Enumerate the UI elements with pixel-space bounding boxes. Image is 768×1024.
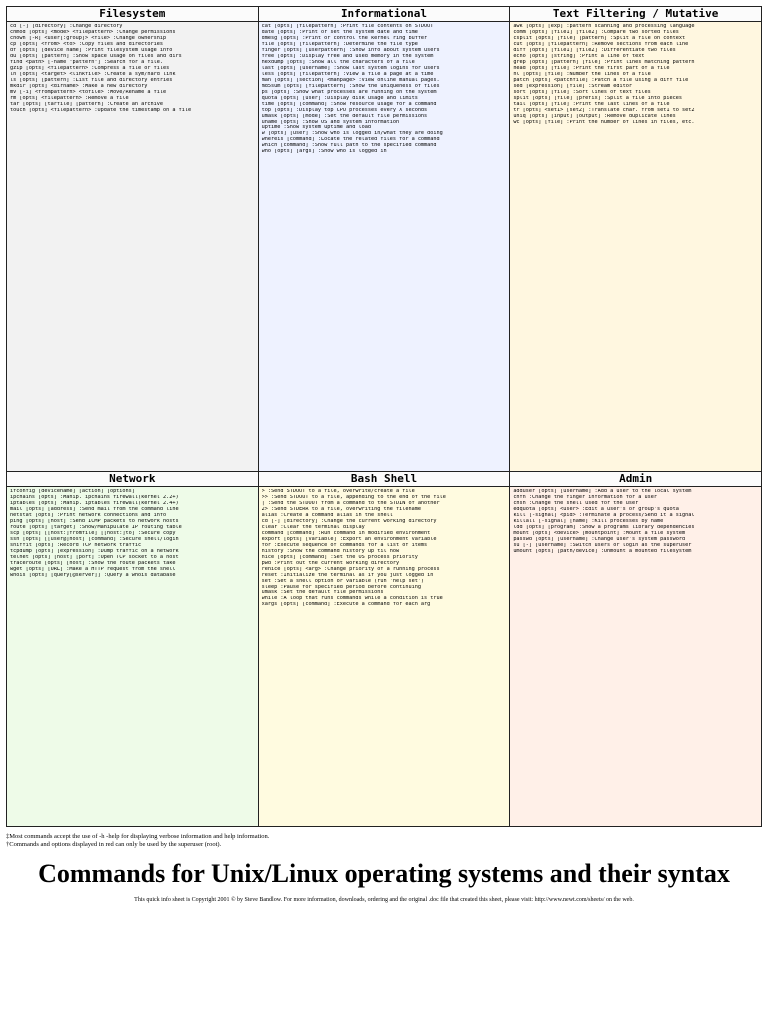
command-line: cd [-] [directory] :Change directory [10, 24, 123, 29]
command-line: mkdir [opts] <dirname> :Make a new directory [10, 83, 148, 89]
command-line: | :Send the STDOUT from a command to the STDIN of another [261, 500, 440, 506]
section-title: Network [7, 472, 258, 487]
command-line: time [opts] [command] :Show resource usage for a command [261, 101, 437, 107]
section-body [510, 22, 761, 471]
command-line: traceroute [opts] [host] :Show the route packets take [10, 560, 176, 566]
command-line: split [opts] [file] [prefix] :Split a file into pieces [513, 95, 682, 101]
command-line: mail [opts] [address] :Send mail from the command line [10, 506, 179, 512]
command-line: head [opts] [file] :Print the first part of a file [513, 65, 670, 71]
command-line: dmesg [opts] :Print or control the kernel ring buffer [261, 35, 428, 41]
command-line: ping [opts] [host] :Send ICMP packets to network hosts [10, 518, 179, 524]
command-line: touch [opts] <filepattern> :Update the timestamp on a file [10, 107, 192, 113]
command-line: edquota [opts] <user> :Edit a user's or group's quota [513, 506, 679, 512]
command-line: tail [opts] [file] :Print the last lines of a file [513, 101, 670, 107]
command-line: sleep :Pause for specified period before continuing [261, 584, 421, 590]
section-body [259, 487, 510, 826]
command-line: hexdump [opts] :Show all the characters of a file [261, 59, 415, 65]
command-line: iptables [opts] :Manip. iptables firewall(kernel 2.4+) [10, 500, 179, 506]
command-line: du [opts] [pattern] :Show space usage on files and dirs [10, 53, 182, 59]
command-line: rm [opts] <filepattern> :Remove a file [10, 95, 129, 101]
page-title: Commands for Unix/Linux operating systems and their syntax [38, 859, 730, 889]
command-line: awk [opts] [exp] :pattern scanning and processing language [513, 24, 695, 29]
command-line: file [opts] [filepattern] :Determine the file type [261, 41, 418, 47]
command-line: grep [opts] [pattern] [file] :Print lines matching pattern [513, 59, 695, 65]
section-body [7, 487, 258, 826]
command-line: tar [opts] [tarfile] [pattern] :Create an archive [10, 101, 164, 107]
command-line: less [opts] [filepattern] :View a file a page at a time [261, 71, 434, 77]
command-line: md5sum [opts] [filepattern] :Show the uniqueness of files [261, 83, 440, 89]
command-line: history :Show the command history up til now [261, 548, 400, 554]
bottom-row [7, 472, 762, 827]
command-line: > :Send STDOUT to a file, overwrite/create a file [261, 489, 415, 494]
section-title: Text Filtering / Mutative [510, 7, 761, 22]
command-line: kill [-signal] <pid> :Terminate a process/Send it a signal [513, 512, 695, 518]
command-line: killall [-signal] [name] :Kill processes by name [513, 518, 664, 524]
command-line: diff [opts] [file1] [file2] :Differentiate two files [513, 47, 676, 53]
command-line: uniq [opts] [input] [output] :Remove duplicate lines [513, 113, 676, 119]
command-line: command [command] :Run command in modified environment [261, 530, 431, 536]
command-line: passwd [opts] [username] :Change user's system password [513, 536, 686, 542]
command-line: adduser [opts] [username] :Add a user to the local system [513, 489, 692, 494]
command-line: reset :Initialize the terminal as if you just logged in [261, 572, 434, 578]
section-body [510, 487, 761, 826]
command-line: ps [opts] :Show what processes are running on the system [261, 89, 437, 95]
command-line: umask [opts] [mode] :Set the default file permissions [261, 113, 428, 119]
cheat-sheet [6, 6, 762, 1018]
command-line: mount [opts] <device> [mountpoint] :Mount a file system [513, 530, 686, 536]
command-line: export [opts] [variable] :Export an environment variable [261, 536, 437, 542]
command-line: which [command] :Show full path to the specified command [261, 143, 437, 149]
command-line: set :Set a shell option or variable (run 'help set') [261, 578, 425, 584]
command-line: xargs [opts] [command] :Execute a command for each arg [261, 602, 431, 608]
command-line: for :Execute sequence of commands for a list of items [261, 542, 428, 548]
command-line: free [opts] :Display free and used memory in the system [261, 53, 434, 59]
command-line: netstat [opts] :Print network connections and info [10, 512, 167, 518]
command-line: wc [opts] [file] :Print the number of lines in files, etc. [513, 119, 695, 125]
command-line: chfn :Change the finger information for a user [513, 494, 657, 500]
command-line: uname [opts] :Show OS and system information [261, 119, 400, 125]
section-title: Admin [510, 472, 761, 487]
command-line: umask :Set the default file permissions [261, 590, 384, 596]
command-line: mv [-i] <frompattern> <tofile> :Move/Rename a file [10, 89, 167, 95]
command-line: cp [opts] <from> <to> :Copy files and directories [10, 41, 164, 47]
command-line: uptime :Show system uptime and load [261, 125, 371, 131]
section-title: Informational [259, 7, 510, 22]
command-line: renice [opts] <arg> :Change priority of a running process [261, 566, 440, 572]
section-network [7, 472, 259, 827]
command-line: chsh :Change the shell used for the user [513, 500, 639, 506]
command-line: cd [-] [directory] :Change the current working directory [261, 518, 437, 524]
command-line: ipchains [opts] :Manip. ipchains firewall(kernel 2.2+) [10, 494, 179, 500]
section-body [259, 22, 510, 471]
command-line: 2> :Send STDERR to a file, overwriting the filename [261, 506, 421, 512]
command-line: >> :Send STDOUT to a file, appending to the end of the file [261, 494, 446, 500]
section-body [7, 22, 258, 471]
command-line: top [opts] :Display top CPU processes every X seconds [261, 107, 428, 113]
command-line: wget [opts] [URL] :Make a HTTP request from the shell [10, 566, 176, 572]
command-line: csplit [opts] [file] [pattern] :Split a file on context [513, 35, 686, 41]
command-line: telnet [opts] [host] [port] :Open TCP socket to a host [10, 554, 179, 560]
command-line: ifconfig [devicename] [action] [options] [10, 489, 135, 494]
command-line: patch [opts] <patchfile] :Patch a file using a diff file [513, 77, 689, 83]
section-informational [258, 7, 510, 472]
command-line: last [opts] [username] :Show last system logins for users [261, 65, 440, 71]
command-line: find <path> [-name "pattern"] :Search for a file. [10, 59, 164, 65]
command-line: man [opts] [section] <manpage> :View online manual pages. [261, 77, 440, 83]
section-text-filtering [510, 7, 762, 472]
command-line: quota [opts] [user] :Display disk usage and limits [261, 95, 418, 101]
command-line: chmod [opts] <mode> <filepattern> :Change permissions [10, 29, 176, 35]
command-line: while :A loop that runs commands while a condition is true [261, 596, 443, 602]
copyright-line: This quick info sheet is Copyright 2001 © by Steve Bandlow. For more information, downloads, ordering and the original .doc file that created this sheet, please visit: http://www.newt.com/sheets/ on the web. [134, 897, 634, 904]
command-grid [6, 6, 762, 827]
section-filesystem [7, 7, 259, 472]
command-line: nice [opts] [command] :Set the OS process priority [261, 554, 418, 560]
section-title: Filesystem [7, 7, 258, 22]
command-line: comm [opts] [file1] [file2] :Compare two sorted files [513, 29, 679, 35]
footnote-help: ‡Most commands accept the use of -h -help for displaying verbose information and help information. [6, 833, 270, 840]
command-line: nl [opts] [file] :Number the lines of a file [513, 71, 651, 77]
footnotes [6, 833, 762, 849]
command-line: chown [-R] <user[:group]> <file> :Change ownership [10, 35, 167, 41]
command-line: df [opts] [device name] :Print filesystem usage info [10, 47, 173, 53]
command-line: umount [opts] [path/device] :Unmount a mounted filesystem [513, 548, 692, 554]
command-line: tcpdump [opts] [expression] :Dump traffic on a network [10, 548, 179, 554]
command-line: sort [opts] [file] :Sort lines of text files [513, 89, 651, 95]
command-line: ls [opts] [pattern] :List file and directory entries [10, 77, 173, 83]
command-line: whois [opts] [query[@server]] :Query a whois database [10, 572, 176, 578]
footnote-root: †Commands and options displayed in red can only be used by the superuser (root). [6, 841, 222, 849]
command-line: pwd :Print out the current working directory [261, 560, 400, 566]
command-line: ssh [opts] [[user@]host] [command] :Secure shell/login [10, 536, 179, 542]
section-admin [510, 472, 762, 827]
command-line: who [opts] [args] :Show who is logged in [261, 149, 387, 155]
section-title: Bash Shell [259, 472, 510, 487]
command-line: ln [opts] <target> <linkfile> :Create a sym/hard link [10, 71, 176, 77]
command-line: tr [opts] <set1> [set2] :Translate char. from set1 to set2 [513, 107, 695, 113]
command-line: w [opts] [user] :Show who is logged in/what they are doing [261, 131, 443, 137]
command-line: su [-] [username] :Switch users or login as the superuser [513, 542, 692, 548]
command-line: echo [opts] [string] :Print a line of text [513, 53, 645, 59]
command-line: scp [opts] [[host:]fromfile] [[host:]to] :Secure copy [10, 530, 176, 536]
command-line: gzip [opts] <filepattern> :Compress a file or files [10, 65, 170, 71]
command-line: cut [opts] [filepattern] :Remove sections from each line [513, 41, 689, 47]
command-line: sniffit [opts] :Record TCP network traffic [10, 542, 142, 548]
command-line: sed [expression] [file] :Stream editor [513, 83, 632, 89]
section-bash-shell [258, 472, 510, 827]
command-line: date [opts] :Print or set the system date and time [261, 29, 418, 35]
command-line: clear :Clear the terminal display [261, 524, 365, 530]
command-line: ldd [opts] [program] :Show a programs library dependencies [513, 524, 695, 530]
command-line: whereis [command] :Locate the related files for a command [261, 137, 440, 143]
command-line: alias :Create a command alias in the shell [261, 512, 393, 518]
command-line: finger [opts] [userpattern] :Show info about system users [261, 47, 440, 53]
top-row [7, 7, 762, 472]
command-line: cat [opts] [filepattern] :Print file contents on STDOUT [261, 24, 434, 29]
command-line: route [opts] [target] :Show/Manipulate IP routing table [10, 524, 182, 530]
